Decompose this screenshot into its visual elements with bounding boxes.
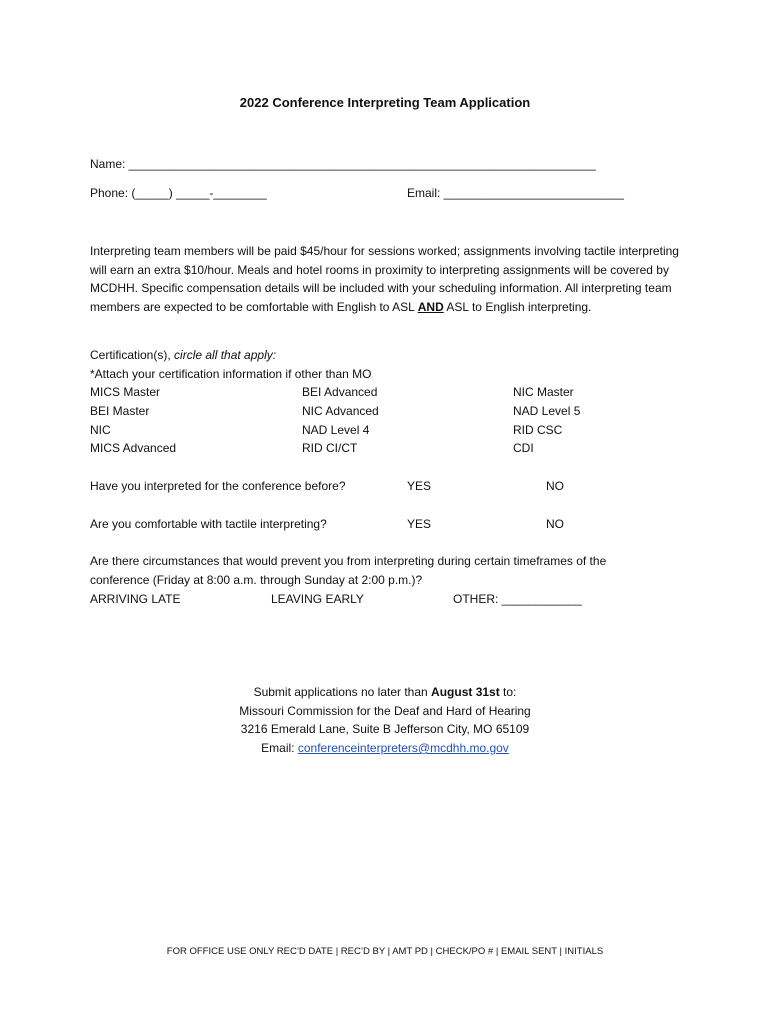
circumstances-question: Are there circumstances that would prevent you from interpreting during certain timeframes of the conference (Friday at 8:00 a.m. through Sunday at 2:00 p.m.)? [90,554,607,587]
option-leaving-early[interactable]: LEAVING EARLY [271,592,364,606]
answer-yes[interactable]: YES [407,517,432,531]
question-text: Are you comfortable with tactile interpreting? [90,517,327,531]
submit-email: Email: conferenceinterpreters@mcdhh.mo.gov [261,741,509,755]
cert-option[interactable]: BEI Advanced [302,385,378,399]
answer-no[interactable]: NO [546,479,564,493]
certification-note: *Attach your certification information if other than MO [90,367,372,381]
certification-heading: Certification(s), circle all that apply: [90,348,277,362]
question-text: Have you interpreted for the conference before? [90,479,346,493]
email-link[interactable]: conferenceinterpreters@mcdhh.mo.gov [297,741,509,755]
answer-yes[interactable]: YES [407,479,432,493]
office-use-footer: FOR OFFICE USE ONLY REC’D DATE | REC’D BY | AMT PD | CHECK/PO # | EMAIL SENT | INITIALS [166,946,604,957]
cert-option[interactable]: MICS Advanced [90,441,177,455]
intro-paragraph: Interpreting team members will be paid $45/hour for sessions worked; assignments involving tactile interpreting will earn an extra $10/hour. Meals and hotel rooms in proximity to interpreting assignments will be covered by MCDHH. Specific compensation details will be included with your scheduling information. All interpreting team members are expected to be comfortable with English to ASL AND ASL to English interpreting. [90,244,679,315]
option-arriving-late[interactable]: ARRIVING LATE [90,592,181,606]
email-field[interactable]: Email: ___________________________ [407,186,624,200]
phone-field[interactable]: Phone: (_____) _____-________ [90,186,267,200]
cert-option[interactable]: CDI [513,441,534,455]
cert-option[interactable]: RID CI/CT [302,441,358,455]
name-field[interactable]: Name: ______________________________________________________________________ [90,157,596,171]
submit-address: 3216 Emerald Lane, Suite B Jefferson City, MO 65109 [240,722,530,736]
cert-option[interactable]: BEI Master [90,404,150,418]
emphasis-and: AND [417,300,444,315]
page-title: 2022 Conference Interpreting Team Application [239,95,531,110]
cert-option[interactable]: MICS Master [90,385,161,399]
cert-option[interactable]: NIC Master [513,385,574,399]
submit-deadline: Submit applications no later than August 31st to: [253,685,517,699]
submit-organization: Missouri Commission for the Deaf and Hard of Hearing [239,704,531,718]
cert-option[interactable]: NIC Advanced [302,404,379,418]
cert-option[interactable]: NAD Level 4 [302,423,370,437]
answer-no[interactable]: NO [546,517,564,531]
cert-option[interactable]: NIC [90,423,111,437]
cert-option[interactable]: NAD Level 5 [513,404,581,418]
option-other[interactable]: OTHER: ____________ [453,592,582,606]
cert-option[interactable]: RID CSC [513,423,563,437]
